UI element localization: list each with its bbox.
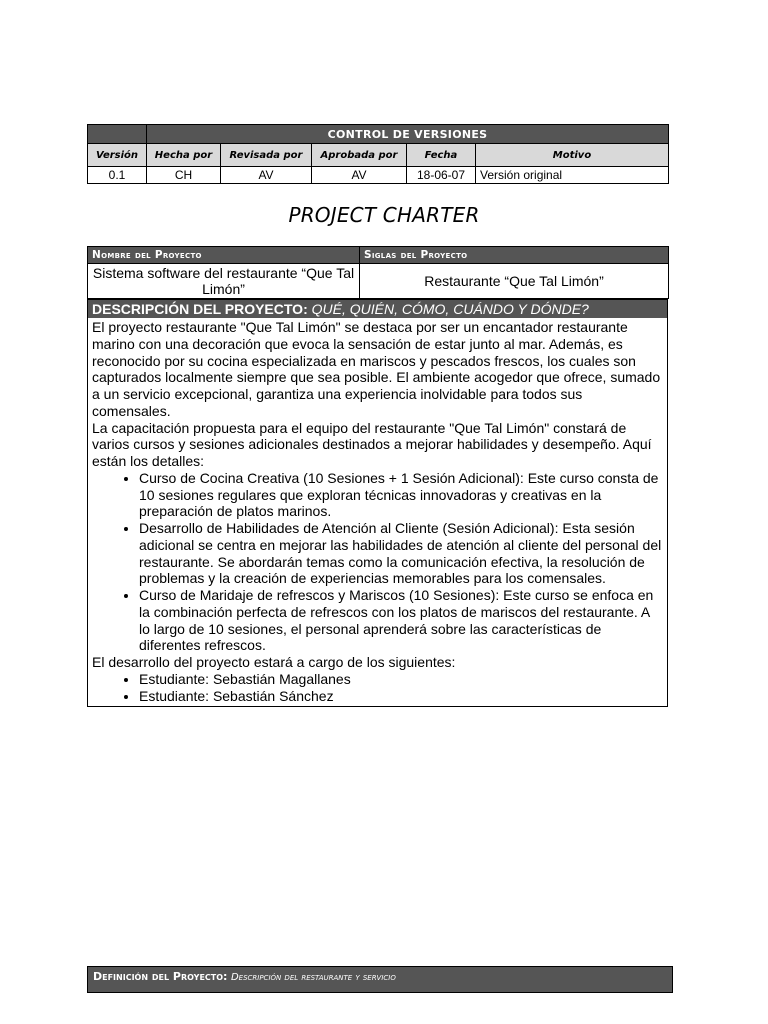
version-control-header-row [88,144,669,167]
project-description-section [87,299,668,707]
project-acronym-label: Siglas del Proyecto [360,247,669,264]
column-header-date: Fecha [407,144,476,167]
description-header-italic: QUÉ, QUIÉN, CÓMO, CUÁNDO Y DÓNDE? [311,301,589,317]
description-paragraph-3: El desarrollo del proyecto estará a cargo de los siguientes: [92,654,456,670]
list-item: • Desarrollo de Habilidades de Atención al Cliente (Sesión Adicional): Esta sesión adicional se centra en mejorar las habilidades de atención al cliente del personal del restaurante. Se abordarán temas como la comunicación efectiva, la resolución de problemas y la creación de experiencias memorables para los comensales. [139,520,663,587]
column-header-approved-by: Aprobada por [312,144,407,167]
cell-reviewed-by: AV [221,167,312,184]
document-title: PROJECT CHARTER [288,203,480,227]
project-acronym-value: Restaurante “Que Tal Limón” [360,264,669,299]
description-header-bold: DESCRIPCIÓN DEL PROYECTO: [92,301,308,317]
description-paragraph-2: La capacitación propuesta para el equipo del restaurante "Que Tal Limón" constará de varios cursos y sesiones adicionales destinados a mejorar habilidades y desempeño. Aquí están los detalles: [92,419,652,469]
list-item: • Estudiante: Sebastián Sánchez [139,688,663,705]
list-item: • Curso de Maridaje de refrescos y Mariscos (10 Sesiones): Este curso se enfoca en la combinación perfecta de refrescos con los platos de mariscos del restaurante. A lo largo de 10 sesiones, el personal aprenderá sobre las características de diferentes refrescos. [139,587,663,654]
project-definition-subtitle: Descripción del restaurante y servicio [230,972,396,983]
column-header-version: Versión [88,144,147,167]
cell-version: 0.1 [88,167,147,184]
list-item: • Curso de Cocina Creativa (10 Sesiones + 1 Sesión Adicional): Este curso consta de 10 sesiones regulares que exploran técnicas innovadoras y creativas en la preparación de platos marinos. [139,470,663,520]
table-row [88,167,669,184]
course-list [92,470,663,654]
cell-date: 18-06-07 [407,167,476,184]
list-item: • Estudiante: Sebastián Magallanes [139,671,663,688]
cell-reason: Versión original [476,167,669,184]
project-definition-header [87,966,673,993]
column-header-made-by: Hecha por [147,144,221,167]
cell-made-by: CH [147,167,221,184]
cell-approved-by: AV [312,167,407,184]
student-list [92,671,663,705]
version-control-table [87,124,669,184]
column-header-reviewed-by: Revisada por [221,144,312,167]
project-definition-label: Definición del Proyecto: [93,970,228,983]
description-header [88,300,667,318]
project-info-table [87,246,669,299]
project-name-value: Sistema software del restaurante “Que Tal Limón” [88,264,360,299]
column-header-reason: Motivo [476,144,669,167]
project-name-label: Nombre del Proyecto [88,247,360,264]
version-control-corner [88,125,147,144]
version-control-title: CONTROL DE VERSIONES [147,125,669,144]
version-control-title-row [88,125,669,144]
description-body [88,318,667,704]
description-paragraph-1: El proyecto restaurante "Que Tal Limón" se destaca por ser un encantador restaurante marino con una decoración que evoca la sensación de estar junto al mar. Además, es reconocido por su cocina especializada en mariscos y pescados frescos, los cuales son capturados localmente siempre que sea posible. El ambiente acogedor que ofrece, sumado a un servicio excepcional, garantiza una experiencia inolvidable para todos sus comensales. [92,319,661,419]
